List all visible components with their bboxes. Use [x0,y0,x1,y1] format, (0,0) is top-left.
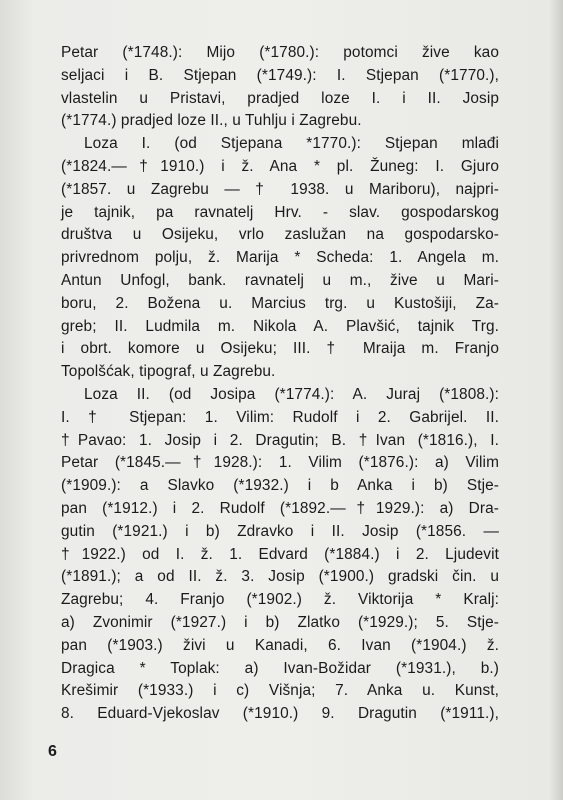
text-line: (*1774.) pradjed loze II., u Tuhlju i Zagrebu. [61,112,362,130]
text-line: greb; II. Ludmila m. Nikola A. Plavšić, tajnik Trg. [61,317,499,335]
text-line: I. † Stjepan: 1. Vilim: Rudolf i 2. Gabrijel. II. [61,408,499,426]
page-edge-shadow [549,0,563,800]
text-line: boru, 2. Božena u. Marcius trg. u Kustošiji, Za- [61,294,499,312]
text-line: privrednom polju, ž. Marija * Scheda: 1. Angela m. [61,249,499,267]
text-line: pan (*1912.) i 2. Rudolf (*1892.—†1929.): a) Dra- [61,499,499,517]
text-line: (*1891.); a od II. ž. 3. Josip (*1900.) gradski čin. u [61,568,499,586]
text-line: Loza I. (od Stjepana *1770.): Stjepan mlađi [84,135,499,153]
text-line: †Pavao: 1. Josip i 2. Dragutin; B. †Ivan (*1816.), I. [61,431,499,449]
text-line: je tajnik, pa ravnatelj Hrv. - slav. gospodarskog [61,203,499,221]
text-line: pan (*1903.) živi u Kanadi, 6. Ivan (*1904.) ž. [61,636,499,654]
page-number: 6 [48,743,57,760]
text-line: Topolšćak, tipograf, u Zagrebu. [61,363,276,381]
text-line: Zagrebu; 4. Franjo (*1902.) ž. Viktorija * Kralj: [61,591,499,609]
text-line: Petar (*1845.—†1928.): 1. Vilim (*1876.): a) Vilim [61,454,499,472]
text-line: vlastelin u Pristavi, pradjed loze I. i II. Josip [61,89,499,107]
text-line: gutin (*1921.) i b) Zdravko i II. Josip (*1856. — [61,522,499,540]
text-line: (*1909.): a Slavko (*1932.) i b Anka i b) Stje- [61,477,499,495]
text-line: društva u Osijeku, vrlo zaslužan na gospodarsko- [61,226,499,244]
text-line: a) Zvonimir (*1927.) i b) Zlatko (*1929.); 5. Stje- [61,613,499,631]
text-line: Antun Unfogl, bank. ravnatelj u m., žive u Mari- [61,271,499,289]
text-line: (*1824.—†1910.) i ž. Ana * pl. Žuneg: I. Gjuro [61,157,499,175]
text-line: Petar (*1748.): Mijo (*1780.): potomci žive kao [61,44,499,61]
text-line: seljaci i B. Stjepan (*1749.): I. Stjepan (*1770.), [61,66,499,84]
body-text [61,42,499,726]
text-line: Dragica * Toplak: a) Ivan-Božidar (*1931.), b.) [61,659,499,677]
text-line: Loza II. (od Josipa (*1774.): A. Juraj (*1808.): [84,385,499,403]
text-line: †1922.) od I. ž. 1. Edvard (*1884.) i 2. Ljudevit [61,545,499,563]
text-line: Krešimir (*1933.) i c) Višnja; 7. Anka u. Kunst, [61,682,499,700]
text-line: (*1857. u Zagrebu — † 1938. u Mariboru), najpri- [61,180,499,198]
text-line: i obrt. komore u Osijeku; III. † Mraija m. Franjo [61,340,499,358]
text-line: 8. Eduard-Vjekoslav (*1910.) 9. Dragutin (*1911.), [61,705,499,723]
